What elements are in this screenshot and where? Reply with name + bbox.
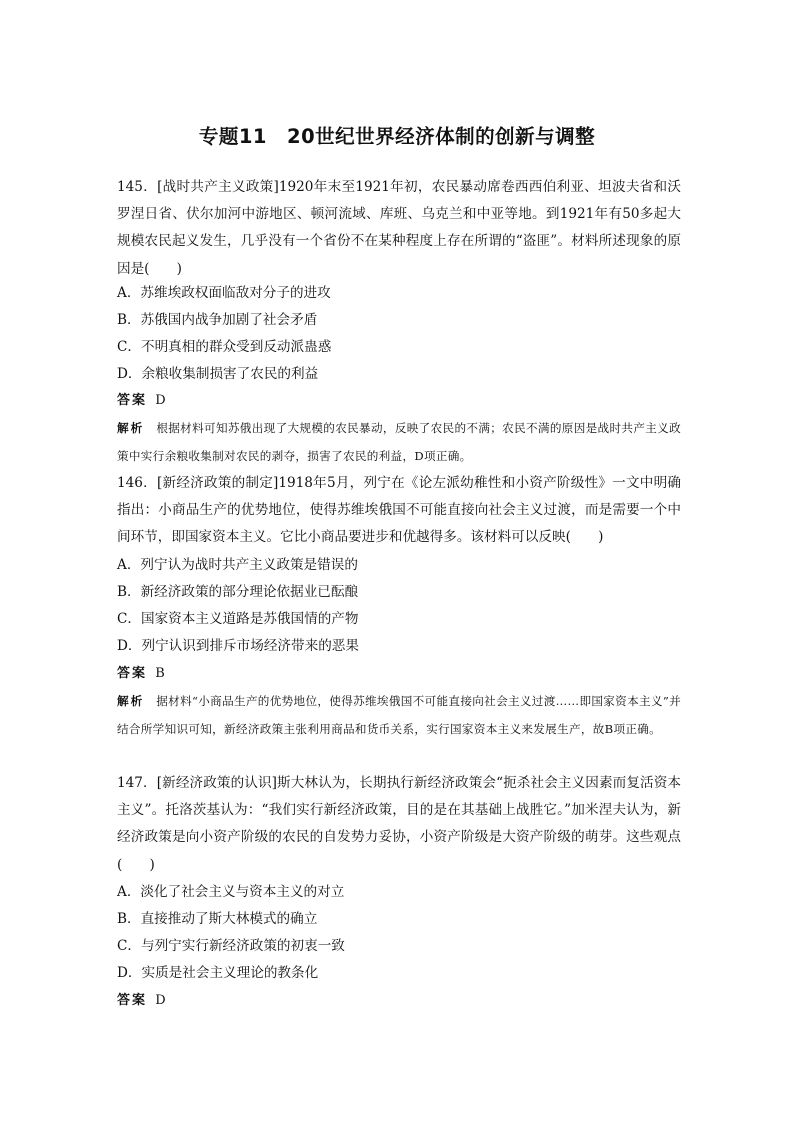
answer-label: 答案	[117, 393, 148, 408]
question-topic: [新经济政策的制定]	[156, 475, 279, 491]
page-title: 专题11 20世纪世界经济体制的创新与调整	[198, 125, 596, 148]
question-147-stem	[117, 770, 681, 879]
question-text: 1918年5月，列宁在《论左派幼稚性和小资产阶级性》一文中明确指出：小商品生产的优势地位，使得苏维埃俄国不可能直接向社会主义过渡，而是需要一个中间环节，即国家资本主义。它比小商品要进步和优越得多。该材料可以反映( )	[117, 475, 681, 546]
option-b: B．新经济政策的部分理论依据业已酝酿	[117, 584, 359, 600]
answer-line	[117, 664, 165, 684]
question-146-stem	[117, 470, 681, 552]
option-a: A．淡化了社会主义与资本主义的对立	[117, 884, 345, 900]
explanation-text: 根据材料可知苏俄出现了大规模的农民暴动，反映了农民的不满；农民不满的原因是战时共产主义政策中实行余粮收集制对农民的剥夺，损害了农民的利益，D项正确。	[117, 421, 681, 463]
option-c: C．不明真相的群众受到反动派蛊惑	[117, 339, 332, 355]
answer-label: 答案	[117, 993, 148, 1008]
answer-line	[117, 391, 166, 411]
explanation	[117, 688, 681, 743]
explanation-text: 据材料“小商品生产的优势地位，使得苏维埃俄国不可能直接向社会主义过渡……即国家资本主义”并结合所学知识可知，新经济政策主张利用商品和货币关系，实行国家资本主义来发展生产，故B项正确。	[117, 694, 681, 736]
explanation-label: 解析	[117, 421, 145, 435]
question-145-stem	[117, 174, 681, 283]
option-b: B．苏俄国内战争加剧了社会矛盾	[117, 312, 318, 328]
question-text: 斯大林认为，长期执行新经济政策会“扼杀社会主义因素而复活资本主义”。托洛茨基认为：“我们实行新经济政策，目的是在其基础上战胜它。”加米涅夫认为，新经济政策是向小资产阶级的农民的自发势力妥协，小资产阶级是大资产阶级的萌芽。这些观点( )	[117, 775, 681, 873]
question-number: 145．	[117, 179, 158, 195]
option-a: A．列宁认为战时共产主义政策是错误的	[117, 557, 358, 573]
explanation-label: 解析	[117, 694, 145, 708]
explanation	[117, 415, 681, 470]
option-d: D．实质是社会主义理论的教条化	[117, 965, 319, 981]
question-topic: [新经济政策的认识]	[156, 775, 277, 791]
question-topic: [战时共产主义政策]	[157, 179, 279, 195]
option-d: D．余粮收集制损害了农民的利益	[117, 366, 319, 382]
question-number: 146．	[117, 475, 157, 491]
answer-label: 答案	[117, 666, 148, 681]
option-b: B．直接推动了斯大林模式的确立	[117, 911, 318, 927]
answer-line	[117, 991, 166, 1011]
answer-value: D	[155, 393, 166, 408]
option-c: C．与列宁实行新经济政策的初衷一致	[117, 938, 345, 954]
option-d: D．列宁认识到排斥市场经济带来的恶果	[117, 638, 359, 654]
question-number: 147．	[117, 775, 157, 791]
answer-value: B	[155, 666, 165, 681]
option-a: A．苏维埃政权面临敌对分子的进攻	[117, 285, 331, 301]
option-c: C．国家资本主义道路是苏俄国情的产物	[117, 611, 359, 627]
answer-value: D	[155, 993, 166, 1008]
question-text: 1920年末至1921年初，农民暴动席卷西西伯利亚、坦波夫省和沃罗涅日省、伏尔加河中游地区、顿河流域、库班、乌克兰和中亚等地。到1921年有50多起大规模农民起义发生，几乎没有一个省份不在某种程度上存在所谓的“盗匪”。材料所述现象的原因是( )	[117, 179, 681, 277]
